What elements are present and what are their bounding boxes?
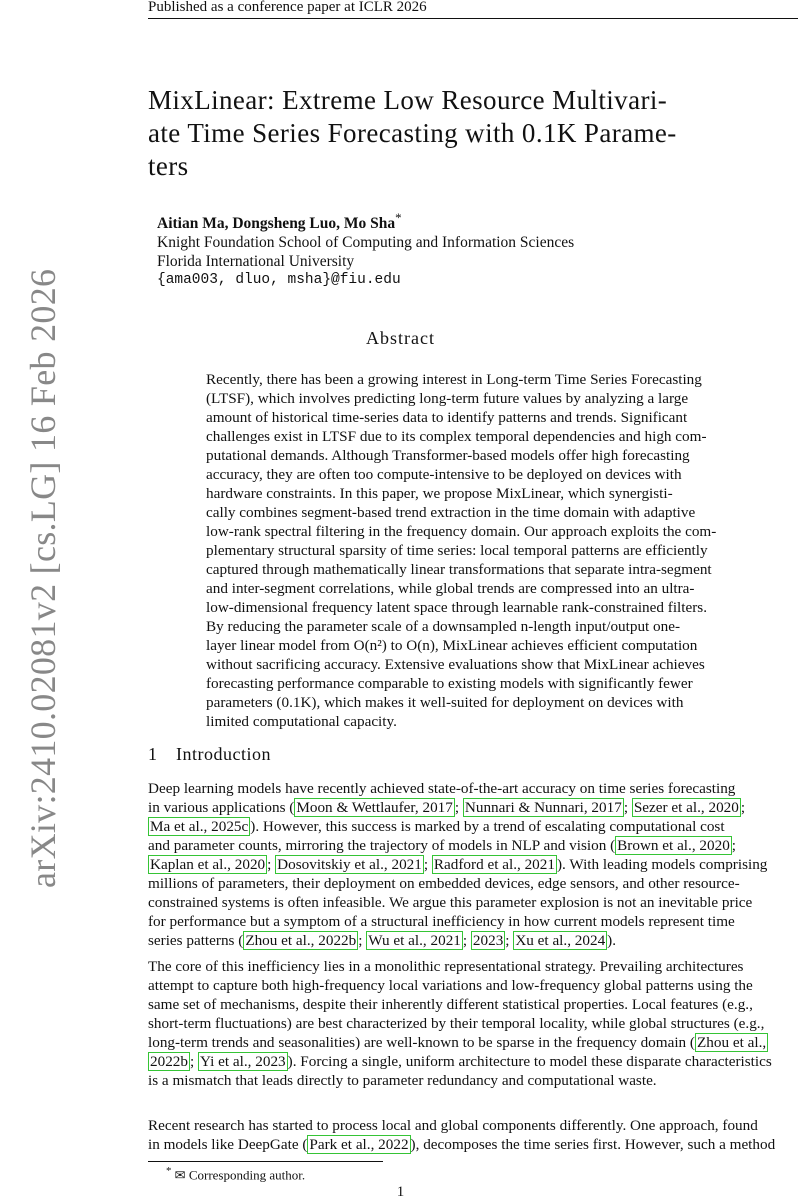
intro-paragraph-2 — [148, 957, 800, 1090]
university: Florida International University — [157, 253, 355, 271]
citation-link[interactable]: Yi et al., 2023 — [200, 1053, 286, 1070]
section-number: 1 — [148, 744, 158, 764]
citation-link[interactable]: Kaplan et al., 2020 — [150, 856, 266, 873]
abstract-line: layer linear model from O(n²) to O(n), MixLinear achieves efficient computation — [206, 637, 698, 654]
envelope-icon: ✉ — [174, 1167, 186, 1183]
citation-link[interactable]: Wu et al., 2021 — [368, 932, 461, 949]
text-run: ; — [423, 856, 432, 873]
text-run: ). — [607, 932, 617, 949]
title-line: ters — [148, 151, 189, 181]
abstract-line: accuracy, they are often too compute-intensive to be deployed on devices with — [206, 466, 682, 483]
text-run: ), decomposes the time series first. However, such a method — [410, 1136, 776, 1153]
citation-link[interactable]: Zhou et al., — [697, 1034, 767, 1051]
citation-link[interactable]: Ma et al., 2025c — [150, 818, 249, 835]
text-run: ). With leading models comprising — [556, 856, 768, 873]
para-line: Recent research has started to process local and global components differently. One approach, found — [148, 1117, 758, 1134]
para-line — [148, 1033, 800, 1052]
para-line: is a mismatch that leads directly to parameter redundancy and computational waste. — [148, 1072, 657, 1089]
para-line — [148, 817, 800, 836]
text-run: ). Forcing a single, uniform architecture to model these disparate characteristics — [287, 1053, 772, 1070]
abstract-line: limited computational capacity. — [206, 713, 397, 730]
abstract-line: and inter-segment correlations, while global trends are compressed into an ultra- — [206, 580, 695, 597]
para-line: constrained systems is often infeasible. We argue this parameter explosion is not an inevitable price — [148, 894, 753, 911]
text-run: ; — [358, 932, 367, 949]
section-title: Introduction — [176, 744, 271, 764]
para-line: The core of this inefficiency lies in a monolithic representational strategy. Prevailing architectures — [148, 958, 744, 975]
footnote-mark: * — [166, 1165, 172, 1177]
page-number: 1 — [396, 1184, 405, 1200]
text-run: in various applications ( — [148, 799, 295, 816]
text-run: ; — [731, 837, 737, 854]
text-run: ; — [623, 799, 632, 816]
abstract-line: By reducing the parameter scale of a downsampled n-length input/output one- — [206, 618, 681, 635]
citation-link[interactable]: 2023 — [472, 932, 504, 949]
footnote-text: Corresponding author. — [188, 1167, 306, 1183]
abstract-line: low-rank spectral filtering in the frequency domain. Our approach exploits the com- — [206, 523, 717, 540]
abstract-line: cally combines segment-based trend extraction in the time domain with adaptive — [206, 504, 696, 521]
abstract-line: challenges exist in LTSF due to its complex temporal dependencies and high com- — [206, 428, 707, 445]
citation-link[interactable]: Moon & Wettlaufer, 2017 — [296, 799, 453, 816]
abstract-line: amount of historical time-series data to identify patterns and trends. Significant — [206, 409, 688, 426]
citation-link[interactable]: 2022b — [150, 1053, 188, 1070]
para-line — [148, 798, 800, 817]
text-run: and parameter counts, mirroring the trajectory of models in NLP and vision ( — [148, 837, 616, 854]
author-emails: {ama003, dluo, msha}@fiu.edu — [157, 272, 401, 289]
abstract-line: Recently, there has been a growing interest in Long-term Time Series Forecasting — [206, 371, 702, 388]
citation-link[interactable]: Xu et al., 2024 — [515, 932, 606, 949]
title-line: ate Time Series Forecasting with 0.1K Parame- — [148, 118, 677, 148]
text-run: in models like DeepGate ( — [148, 1136, 308, 1153]
para-line: short-term fluctuations) are best characterized by their temporal locality, while global structures (e.g., — [148, 1015, 765, 1032]
citation-link[interactable]: Radford et al., 2021 — [433, 856, 555, 873]
text-run: ; — [740, 799, 746, 816]
citation-link[interactable]: Dosovitskiy et al., 2021 — [277, 856, 422, 873]
section-heading — [148, 744, 271, 765]
para-line — [148, 836, 800, 855]
intro-paragraph-1 — [148, 779, 800, 950]
abstract-line: hardware constraints. In this paper, we propose MixLinear, which synergisti- — [206, 485, 673, 502]
para-line — [148, 855, 800, 874]
abstract-line: low-dimensional frequency latent space through learnable rank-constrained filters. — [206, 599, 707, 616]
abstract-line: without sacrificing accuracy. Extensive evaluations show that MixLinear achieves — [206, 656, 705, 673]
text-run: series patterns ( — [148, 932, 244, 949]
running-header: Published as a conference paper at ICLR 2026 — [148, 0, 427, 15]
intro-paragraph-3 — [148, 1116, 800, 1154]
abstract-line: forecasting performance comparable to existing models with significantly fewer — [206, 675, 693, 692]
para-line: attempt to capture both high-frequency local variations and low-frequency global patterns using the — [148, 977, 753, 994]
paper-title — [148, 84, 800, 183]
para-line: Deep learning models have recently achieved state-of-the-art accuracy on time series forecasting — [148, 780, 736, 797]
affiliation: Knight Foundation School of Computing and Information Sciences — [157, 234, 575, 252]
para-line — [148, 1052, 800, 1071]
text-run: ; — [462, 932, 471, 949]
abstract-line: plementary structural sparsity of time series: local temporal patterns are efficiently — [206, 542, 708, 559]
author-names-row: Aitian Ma, Dongsheng Luo, Mo Sha* — [157, 210, 402, 233]
text-run: ). However, this success is marked by a trend of escalating computational cost — [250, 818, 725, 835]
para-line: millions of parameters, their deployment on embedded devices, edge sensors, and other resource- — [148, 875, 740, 892]
abstract-body — [206, 370, 741, 731]
citation-link[interactable]: Sezer et al., 2020 — [633, 799, 739, 816]
text-run: long-term trends and seasonalities) are well-known to be sparse in the frequency domain ( — [148, 1034, 695, 1051]
footnote-rule — [148, 1161, 383, 1162]
text-run: ; — [189, 1053, 198, 1070]
header-rule — [148, 18, 798, 19]
text-run: ; — [505, 932, 514, 949]
text-run: ; — [267, 856, 276, 873]
title-line: MixLinear: Extreme Low Resource Multivari- — [148, 85, 668, 115]
citation-link[interactable]: Park et al., 2022 — [309, 1136, 409, 1153]
abstract-line: (LTSF), which involves predicting long-term future values by analyzing a large — [206, 390, 689, 407]
abstract-line: putational demands. Although Transformer-based models offer high forecasting — [206, 447, 690, 464]
arxiv-stamp: arXiv:2410.02081v2 [cs.LG] 16 Feb 2026 — [23, 268, 63, 888]
abstract-heading: Abstract — [366, 328, 435, 348]
author-names: Aitian Ma, Dongsheng Luo, Mo Sha — [157, 215, 396, 233]
footnote — [166, 1164, 305, 1182]
para-line: for performance but a symptom of a structural inefficiency in how current models represent time — [148, 913, 735, 930]
citation-link[interactable]: Nunnari & Nunnari, 2017 — [464, 799, 622, 816]
text-run: ; — [454, 799, 463, 816]
author-block — [157, 208, 574, 290]
abstract-line: parameters (0.1K), which makes it well-suited for deployment on devices with — [206, 694, 684, 711]
para-line: same set of mechanisms, despite their inherently different statistical properties. Local features (e.g., — [148, 996, 753, 1013]
para-line — [148, 1135, 800, 1154]
para-line — [148, 931, 800, 950]
citation-link[interactable]: Zhou et al., 2022b — [245, 932, 357, 949]
abstract-line: captured through mathematically linear transformations that separate intra-segment — [206, 561, 712, 578]
citation-link[interactable]: Brown et al., 2020 — [617, 837, 730, 854]
